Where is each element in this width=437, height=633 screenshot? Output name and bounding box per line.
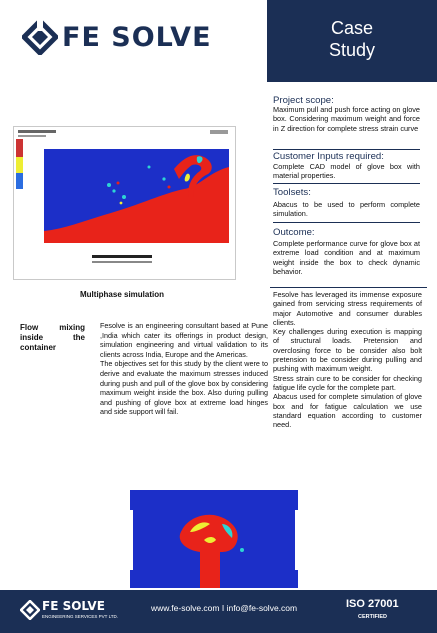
outcome-text: Complete performance curve for glove box at extreme load condition and at maximum weight inside the box to check dynamic behavior. [273, 239, 420, 277]
toolsets-heading: Toolsets: [273, 187, 311, 198]
summary-paragraph: Abacus used for complete simulation of glove box and for fatigue calculation we use standard equation according to customer need. [273, 392, 422, 430]
flow-caption: Flow mixing inside the container [20, 323, 85, 352]
footer-company-sub: ENGINEERING SERVICES PVT LTD. [42, 614, 119, 619]
project-scope-heading: Project scope: [273, 95, 334, 106]
summary-text [273, 290, 422, 429]
simulation-render-icon [14, 127, 235, 279]
banner-line-2: Study [328, 40, 376, 60]
customer-inputs-heading: Customer Inputs required: [273, 151, 384, 162]
summary-paragraph: Stress strain cure to be consider for checking fatigue life cycle for the complete part. [273, 373, 422, 392]
outcome-heading: Outcome: [273, 227, 315, 238]
footer-logo-icon [20, 600, 40, 620]
divider [273, 149, 420, 150]
footer-brand: FE SOLVE [42, 599, 105, 613]
sim-caption: Multiphase simulation [80, 290, 165, 299]
certified-label: CERTIFIED [358, 614, 388, 620]
banner-line-1: Case [330, 18, 374, 38]
intro-paragraph-2: The objectives set for this study by the client were to derive and evaluate the maximum stresses induced during push and pull of the glove box by considering maximum weight inside the box. Also during pulling and pushing of glove box at extreme load hinges and side support will fail. [100, 359, 268, 417]
footer [0, 590, 437, 633]
summary-paragraph: Fesolve has leveraged its immense exposure gained from servicing stress requirements of major Automotive and consumer durables clients. [273, 290, 422, 327]
intro-paragraph-1: Fesolve is an engineering consultant based at Pune ,India which cater its offerings in product design, simulation engineering and virtual validation to its clients across India, Europe and the Americas. [100, 321, 268, 359]
customer-inputs-text: Complete CAD model of glove box with material properties. [273, 162, 420, 181]
toolsets-text: Abacus to be used to perform complete simulation. [273, 200, 420, 219]
multiphase-simulation-image [13, 126, 236, 280]
flow-render-icon [130, 490, 298, 588]
iso-label: ISO 27001 [346, 598, 399, 610]
flow-mixing-image [130, 490, 298, 588]
case-study-banner [267, 0, 437, 82]
intro-text [100, 321, 268, 417]
brand-name: FE SOLVE [62, 22, 212, 53]
divider [273, 222, 420, 223]
project-scope-text: Maximum pull and push force acting on glove box. Considering maximum weight and force in Z direction for complete stress strain curve [273, 105, 420, 133]
footer-contact[interactable]: www.fe-solve.com I info@fe-solve.com [151, 603, 298, 613]
divider [273, 183, 420, 184]
summary-paragraph: Key challenges during execution is mapping of structural loads. Pretension and overclosing force to be consider also bolt pretension to be consider during pulling and pushing with maximum weight. [273, 327, 422, 374]
fe-solve-logo-icon [22, 19, 58, 55]
